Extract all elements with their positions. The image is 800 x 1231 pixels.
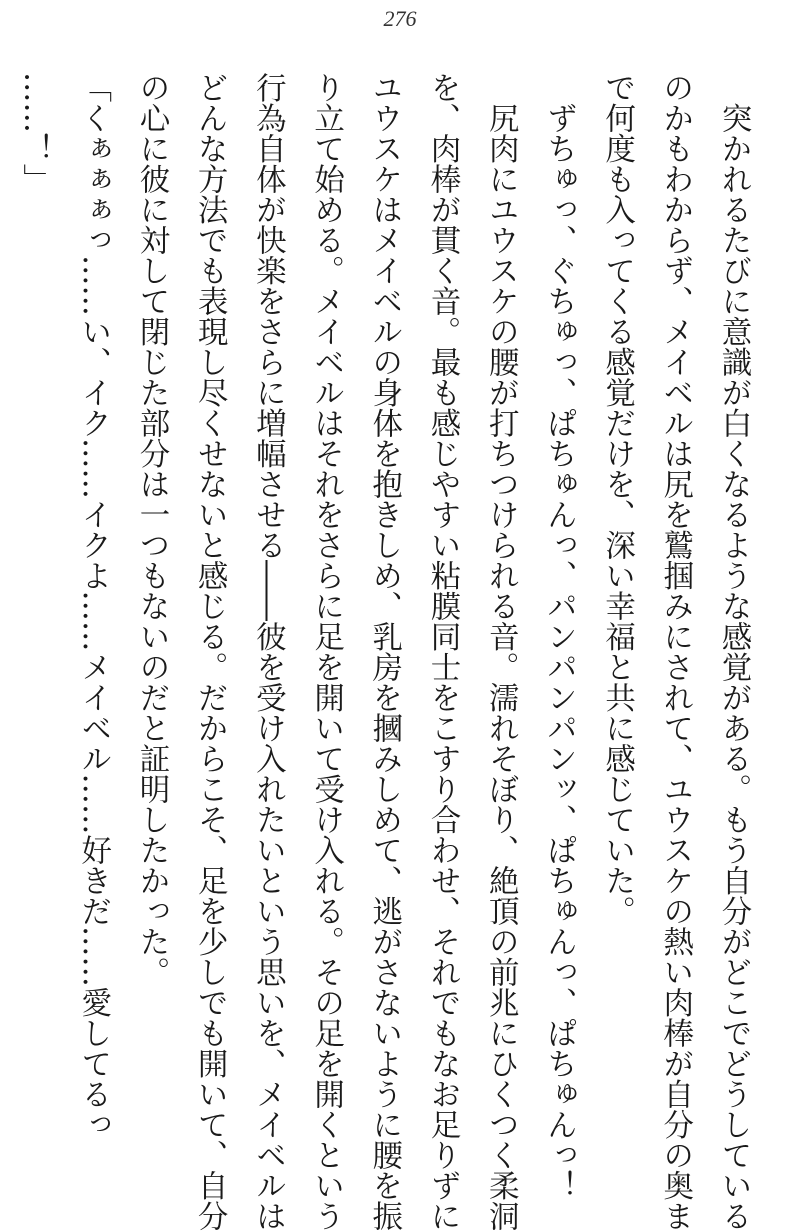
text-line: ユウスケはメイベルの身体を抱きしめ、乳房を摑みしめて、逃がさないように腰を振 xyxy=(366,72,402,1231)
text-line: ……！」 xyxy=(17,72,53,194)
text-line: の心に彼に対して閉じた部分は一つもないのだと証明したかった。 xyxy=(133,72,169,987)
text-line: を、肉棒が貫く音。最も感じやすい粘膜同士をこすり合わせ、それでもなお足りずに xyxy=(424,72,460,1231)
text-line: 尻肉にユウスケの腰が打ちつけられる音。濡れそぼり、絶頂の前兆にひくつく柔洞 xyxy=(483,72,519,1231)
novel-text-body xyxy=(17,72,762,1231)
text-line: のかもわからず、メイベルは尻を鷲掴みにされて、ユウスケの熱い肉棒が自分の奥ま xyxy=(657,72,693,1231)
text-line: 行為自体が快楽をさらに増幅させる――彼を受け入れたいという思いを、メイベルは xyxy=(250,72,286,1231)
text-line: ずちゅっ、ぐちゅっ、ぱちゅんっ、パンパンパンッ、ぱちゅんっ、ぱちゅんっ！ xyxy=(541,72,577,1201)
text-line: どんな方法でも表現し尽くせないと感じる。だからこそ、足を少しでも開いて、自分 xyxy=(192,72,228,1231)
text-line: で何度も入ってくる感覚だけを、深い幸福と共に感じていた。 xyxy=(599,72,635,926)
text-line: 突かれるたびに意識が白くなるような感覚がある。もう自分がどこでどうしている xyxy=(716,72,751,1231)
text-line: 「くぁぁぁっ……い、イク……イクよ……メイベル……好きだ……愛してるっ xyxy=(75,72,111,1140)
text-line xyxy=(0,72,5,1182)
page-number: 276 xyxy=(383,6,417,31)
text-line: り立て始める。メイベルはそれをさらに足を開いて受け入れる。その足を開くという xyxy=(308,72,344,1231)
